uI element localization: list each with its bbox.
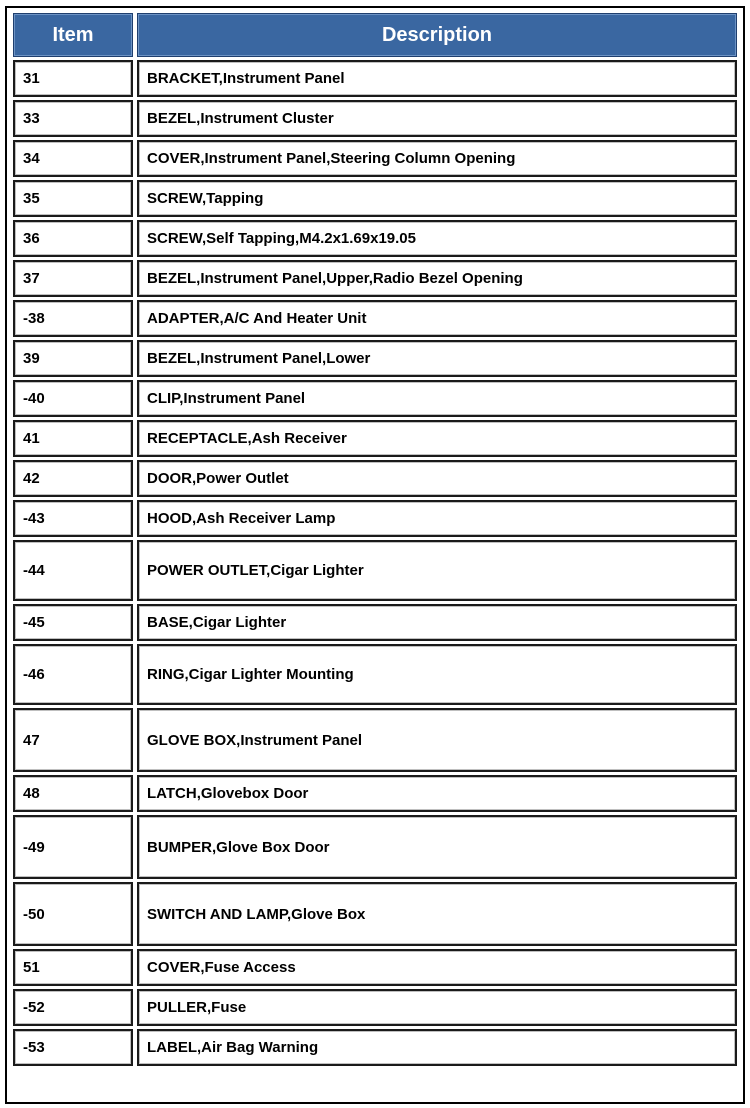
description-cell: SCREW,Tapping — [137, 180, 737, 217]
item-cell: 41 — [13, 420, 133, 457]
table-row — [13, 989, 737, 1026]
table-row — [13, 260, 737, 297]
description-cell: BRACKET,Instrument Panel — [137, 60, 737, 97]
table-row — [13, 775, 737, 812]
table-row — [13, 708, 737, 772]
table-row — [13, 604, 737, 641]
column-header-item: Item — [13, 13, 133, 57]
parts-table-frame — [5, 6, 745, 1104]
description-cell: GLOVE BOX,Instrument Panel — [137, 708, 737, 772]
description-cell: PULLER,Fuse — [137, 989, 737, 1026]
item-cell: 34 — [13, 140, 133, 177]
table-row — [13, 815, 737, 879]
table-row — [13, 140, 737, 177]
item-cell: -53 — [13, 1029, 133, 1066]
item-cell: 39 — [13, 340, 133, 377]
description-cell: HOOD,Ash Receiver Lamp — [137, 500, 737, 537]
description-cell: ADAPTER,A/C And Heater Unit — [137, 300, 737, 337]
table-row — [13, 460, 737, 497]
item-cell: -49 — [13, 815, 133, 879]
table-row — [13, 644, 737, 705]
description-cell: BEZEL,Instrument Cluster — [137, 100, 737, 137]
item-cell: -38 — [13, 300, 133, 337]
item-cell: -43 — [13, 500, 133, 537]
column-header-description: Description — [137, 13, 737, 57]
description-cell: COVER,Instrument Panel,Steering Column Opening — [137, 140, 737, 177]
table-row — [13, 60, 737, 97]
item-cell: -40 — [13, 380, 133, 417]
table-row — [13, 949, 737, 986]
table-row — [13, 220, 737, 257]
table-row — [13, 540, 737, 601]
item-cell: 37 — [13, 260, 133, 297]
description-cell: RECEPTACLE,Ash Receiver — [137, 420, 737, 457]
item-cell: 48 — [13, 775, 133, 812]
description-cell: BASE,Cigar Lighter — [137, 604, 737, 641]
description-cell: LABEL,Air Bag Warning — [137, 1029, 737, 1066]
description-cell: LATCH,Glovebox Door — [137, 775, 737, 812]
header-row — [13, 13, 737, 57]
description-cell: BEZEL,Instrument Panel,Lower — [137, 340, 737, 377]
table-row — [13, 340, 737, 377]
item-cell: -46 — [13, 644, 133, 705]
table-row — [13, 882, 737, 946]
item-cell: 42 — [13, 460, 133, 497]
description-cell: COVER,Fuse Access — [137, 949, 737, 986]
table-row — [13, 500, 737, 537]
item-cell: 36 — [13, 220, 133, 257]
table-row — [13, 100, 737, 137]
item-cell: -52 — [13, 989, 133, 1026]
item-cell: -50 — [13, 882, 133, 946]
description-cell: CLIP,Instrument Panel — [137, 380, 737, 417]
item-cell: 33 — [13, 100, 133, 137]
item-cell: -44 — [13, 540, 133, 601]
description-cell: SCREW,Self Tapping,M4.2x1.69x19.05 — [137, 220, 737, 257]
parts-table — [9, 10, 741, 1069]
description-cell: DOOR,Power Outlet — [137, 460, 737, 497]
table-row — [13, 300, 737, 337]
description-cell: SWITCH AND LAMP,Glove Box — [137, 882, 737, 946]
item-cell: 35 — [13, 180, 133, 217]
item-cell: 31 — [13, 60, 133, 97]
item-cell: 51 — [13, 949, 133, 986]
item-cell: 47 — [13, 708, 133, 772]
description-cell: POWER OUTLET,Cigar Lighter — [137, 540, 737, 601]
table-row — [13, 180, 737, 217]
description-cell: BUMPER,Glove Box Door — [137, 815, 737, 879]
table-row — [13, 420, 737, 457]
table-row — [13, 380, 737, 417]
item-cell: -45 — [13, 604, 133, 641]
table-row — [13, 1029, 737, 1066]
description-cell: RING,Cigar Lighter Mounting — [137, 644, 737, 705]
description-cell: BEZEL,Instrument Panel,Upper,Radio Bezel Opening — [137, 260, 737, 297]
